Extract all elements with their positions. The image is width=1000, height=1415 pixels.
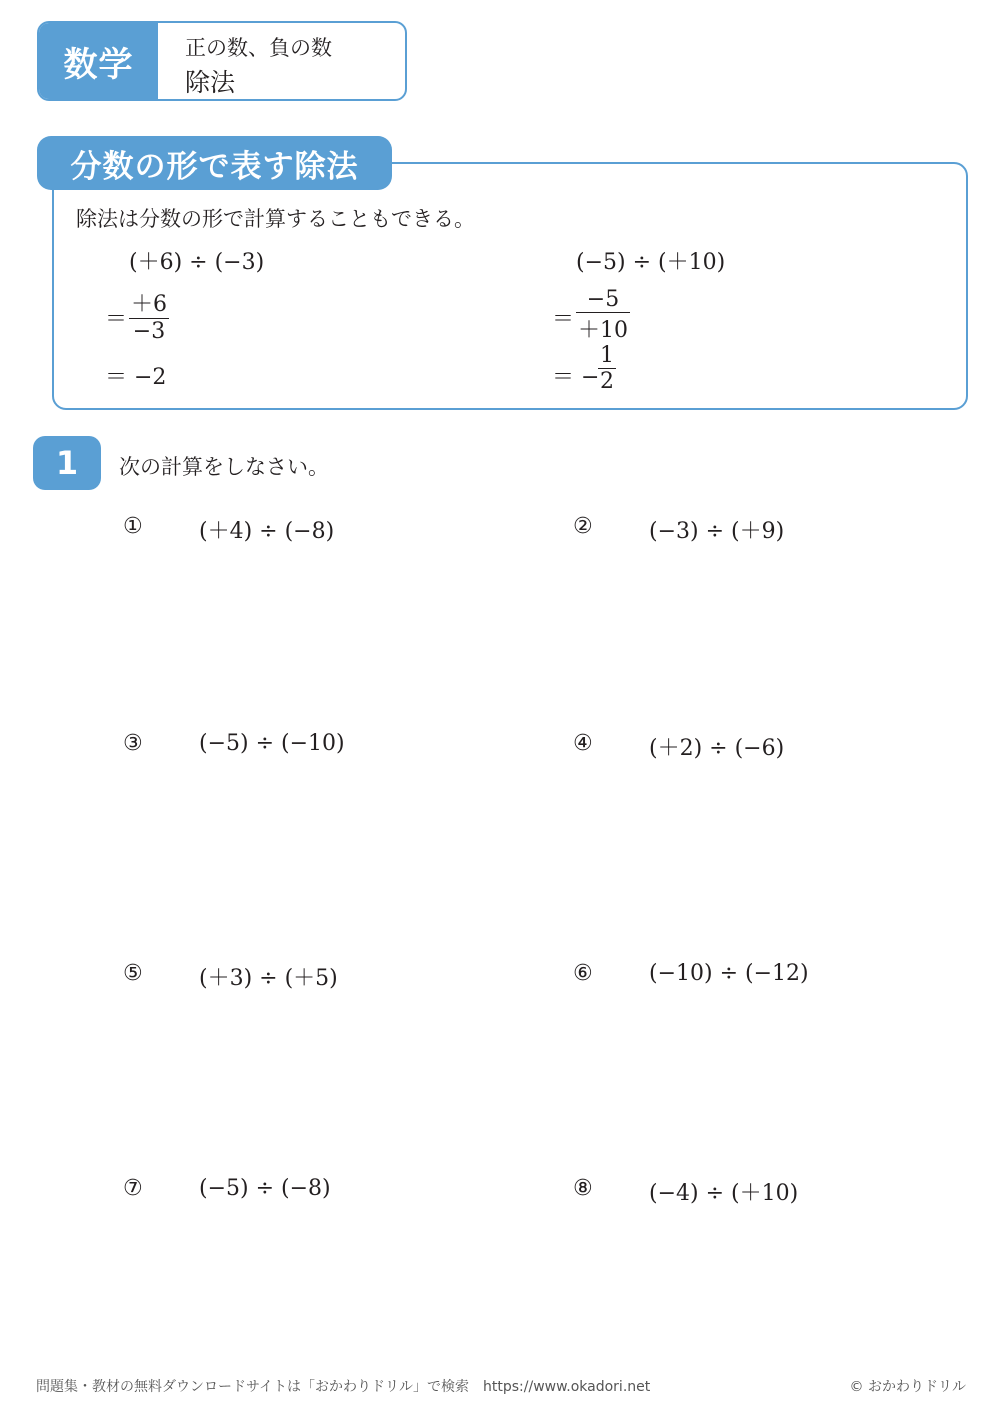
unit-label: 正の数、負の数 <box>185 36 332 60</box>
problem-label: ② <box>573 514 593 539</box>
problem-expression: (＋2) ÷ (−6) <box>649 736 785 761</box>
problem-expression: (＋4) ÷ (−8) <box>199 519 335 544</box>
problem-expression: (−3) ÷ (＋9) <box>649 519 785 544</box>
example2-numerator: −5 <box>586 287 620 312</box>
example1-numerator: ＋6 <box>131 292 167 317</box>
summary-box <box>52 162 968 410</box>
example1-equals: ＝ <box>105 307 128 332</box>
subject-label: 数学 <box>39 23 158 99</box>
problem-expression: (−5) ÷ (−10) <box>199 731 345 756</box>
footer-text: 問題集・教材の無料ダウンロードサイトは「おかわりドリル」で検索 https://www.okadori.net <box>36 1379 651 1395</box>
example2-fraction <box>576 287 630 344</box>
example2-denominator: ＋10 <box>576 312 630 344</box>
example2-result-numerator: 1 <box>600 343 614 368</box>
example1-expression: (＋6) ÷ (−3) <box>129 250 265 275</box>
problem-label: ⑤ <box>123 961 143 986</box>
problem-expression: (−10) ÷ (−12) <box>649 961 809 986</box>
question-instruction: 次の計算をしなさい。 <box>119 455 329 479</box>
problem-label: ⑧ <box>573 1176 593 1201</box>
summary-text: 除法は分数の形で計算することもできる。 <box>76 207 475 231</box>
problem-label: ⑦ <box>123 1176 143 1201</box>
example2-equals: ＝ <box>552 307 575 332</box>
header-box <box>37 21 407 101</box>
topic-label: 除法 <box>185 68 236 97</box>
problem-label: ⑥ <box>573 961 593 986</box>
example1-result: ＝ −2 <box>105 365 167 390</box>
example2-result-denominator: 2 <box>600 369 614 394</box>
example1-denominator: −3 <box>129 318 169 344</box>
problem-label: ① <box>123 514 143 539</box>
problem-expression: (＋3) ÷ (＋5) <box>199 966 338 991</box>
summary-title: 分数の形で表す除法 <box>37 136 392 190</box>
problem-label: ③ <box>123 731 143 756</box>
example1-fraction <box>129 287 169 344</box>
problem-label: ④ <box>573 731 593 756</box>
question-number-badge: 1 <box>33 436 101 490</box>
example2-result-prefix: ＝ − <box>552 365 600 390</box>
problem-expression: (−5) ÷ (−8) <box>199 1176 331 1201</box>
copyright: © おかわりドリル <box>849 1379 966 1395</box>
problem-expression: (−4) ÷ (＋10) <box>649 1181 799 1206</box>
example2-result-fraction <box>598 343 616 394</box>
example2-expression: (−5) ÷ (＋10) <box>576 250 726 275</box>
